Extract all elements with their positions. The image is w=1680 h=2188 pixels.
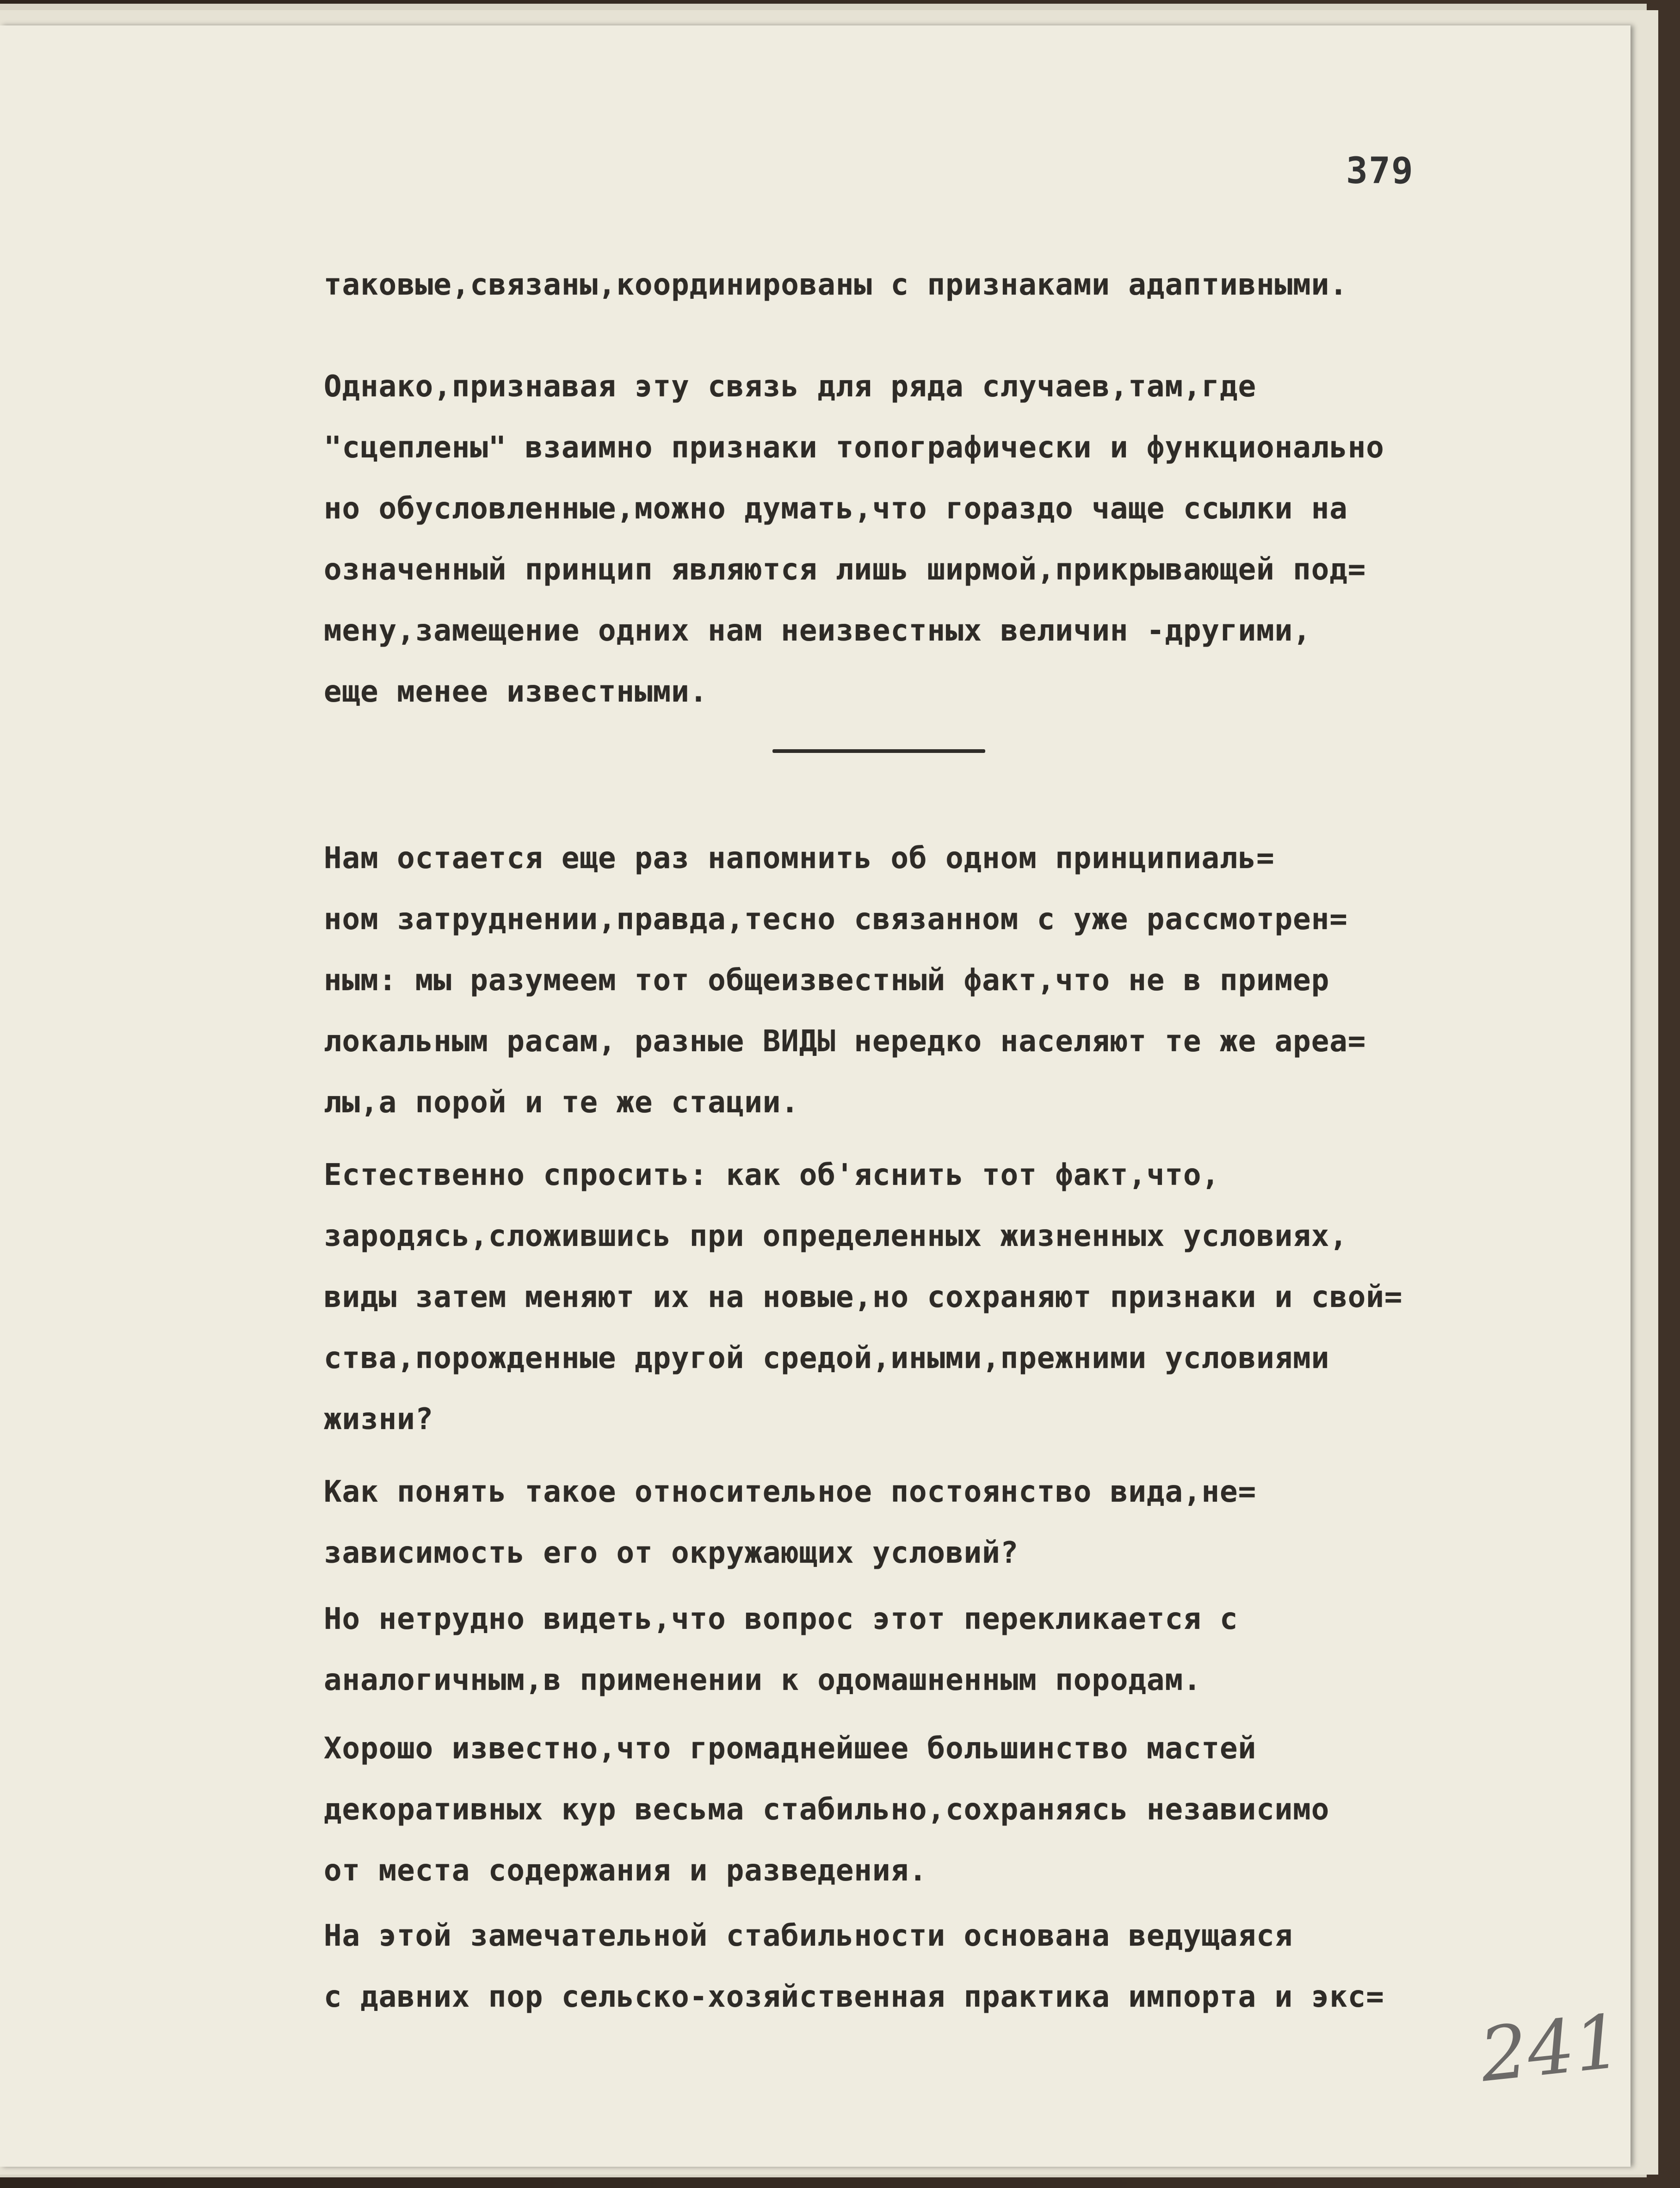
paragraph-1: таковые,связаны,координированы с признаками адаптивными. (324, 268, 1348, 302)
paragraph-4: Естественно спросить: как об'яснить тот факт,что, зародясь,сложившись при определенных жизненных условиях, виды затем меняют их на новые,но сохраняют признаки и свой= ства,порожденные другой средой,иными,прежними условиями жизни? (324, 1158, 1403, 1436)
page-number: 379 (1346, 150, 1414, 192)
typewritten-page (0, 25, 1631, 2167)
handwritten-folio-number: 241 (1476, 1997, 1626, 2099)
paragraph-6: Но нетрудно видеть,что вопрос этот перекликается с аналогичным,в применении к одомашненным породам. (324, 1602, 1238, 1697)
paragraph-2: Однако,признавая эту связь для ряда случаев,там,где "сцеплены" взаимно признаки топографически и функционально но обусловленные,можно думать,что гораздо чаще ссылки на означенный принцип являются лишь ширмой,прикрывающей под= мену,замещение одних нам неизвестных величин -другими, еще менее известными. (324, 370, 1384, 709)
paragraph-5: Как понять такое относительное постоянство вида,не= зависимость его от окружающих условий? (324, 1475, 1257, 1570)
paragraph-8: На этой замечательной стабильности основана ведущаяся с давних пор сельско-хозяйственная практика импорта и экс= (324, 1919, 1384, 2014)
section-divider (772, 749, 985, 753)
paragraph-7: Хорошо известно,что громаднейшее большинство мастей декоративных кур весьма стабильно,сохраняясь независимо от места содержания и разведения. (324, 1732, 1330, 1888)
paragraph-3: Нам остается еще раз напомнить об одном принципиаль= ном затруднении,правда,тесно связанном с уже рассмотрен= ным: мы разумеем тот общеизвестный факт,что не в пример локальным расам, разные ВИДЫ нередко населяют те же ареа= лы,а порой и те же стации. (324, 841, 1366, 1120)
